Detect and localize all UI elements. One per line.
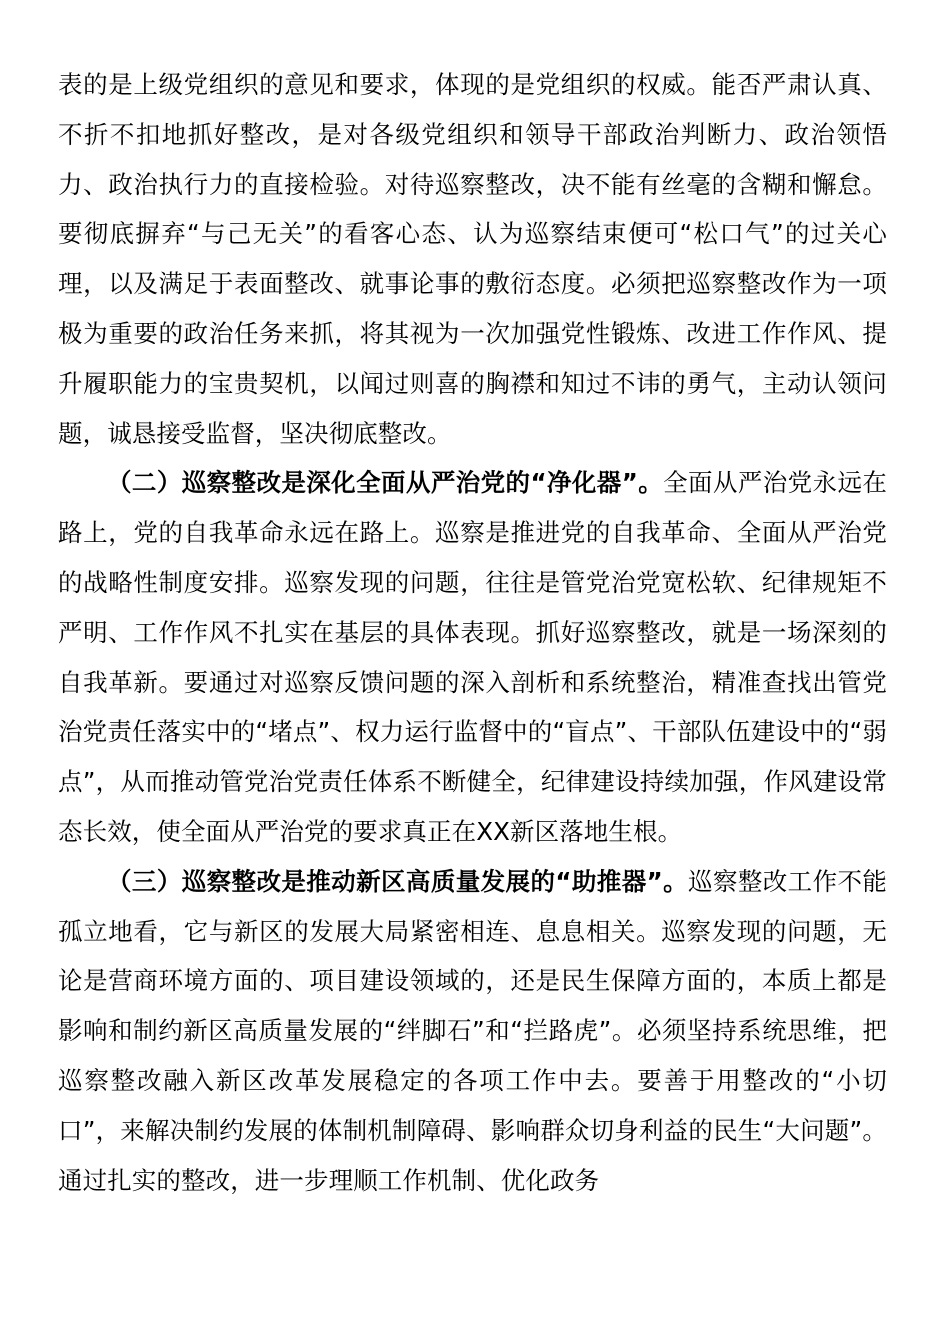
paragraph-2-text: 全面从严治党永远在路上，党的自我革命永远在路上。巡察是推进党的自我革命、全面从严治党的战略性制度安排。巡察发现的问题，往往是管党治党宽松软、纪律规矩不严明、工作作风不扎实在基层的具体表现。抓好巡察整改，就是一场深刻的自我革新。要通过对巡察反馈问题的深入剖析和系统整治，精准查找出管党治党责任落实中的“堵点”、权力运行监督中的“盲点”、干部队伍建设中的“弱点”，从而推动管党治党责任体系不断健全，纪律建设持续加强，作风建设常态长效，使全面从严治党的要求真正在XX新区落地生根。 — [58, 468, 887, 846]
paragraph-3-heading: （三）巡察整改是推动新区高质量发展的“助推器”。 — [107, 866, 689, 896]
paragraph-1 — [58, 60, 887, 458]
paragraph-2-heading: （二）巡察整改是深化全面从严治党的“净化器”。 — [107, 468, 664, 498]
paragraph-1-text: 表的是上级党组织的意见和要求，体现的是党组织的权威。能否严肃认真、不折不扣地抓好整改，是对各级党组织和领导干部政治判断力、政治领悟力、政治执行力的直接检验。对待巡察整改，决不能有丝毫的含糊和懈怠。要彻底摒弃“与己无关”的看客心态、认为巡察结束便可“松口气”的过关心理，以及满足于表面整改、就事论事的敷衍态度。必须把巡察整改作为一项极为重要的政治任务来抓，将其视为一次加强党性锻炼、改进工作作风、提升履职能力的宝贵契机，以闻过则喜的胸襟和知过不讳的勇气，主动认领问题，诚恳接受监督，坚决彻底整改。 — [58, 70, 887, 448]
paragraph-2 — [58, 458, 887, 856]
paragraph-3 — [58, 857, 887, 1206]
paragraph-3-text: 巡察整改工作不能孤立地看，它与新区的发展大局紧密相连、息息相关。巡察发现的问题，无论是营商环境方面的、项目建设领域的，还是民生保障方面的，本质上都是影响和制约新区高质量发展的“绊脚石”和“拦路虎”。必须坚持系统思维，把巡察整改融入新区改革发展稳定的各项工作中去。要善于用整改的“小切口”，来解决制约发展的体制机制障碍、影响群众切身利益的民生“大问题”。通过扎实的整改，进一步理顺工作机制、优化政务 — [58, 866, 887, 1195]
